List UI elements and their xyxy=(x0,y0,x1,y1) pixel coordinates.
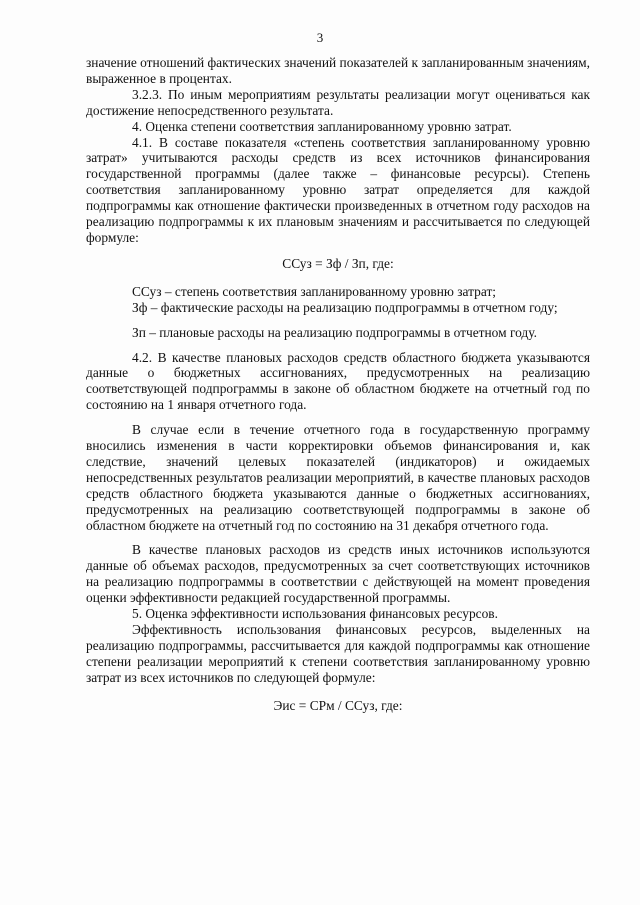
definition-ssuz: ССуз – степень соответствия запланированному уровню затрат; xyxy=(132,283,497,299)
page-number: 3 xyxy=(316,30,324,45)
definition-zp: Зп – плановые расходы на реализацию подпрограммы в отчетном году. xyxy=(132,324,537,340)
document-body xyxy=(86,55,590,714)
paragraph-4-2: 4.2. В качестве плановых расходов средств областного бюджета указываются данные о бюджетных ассигнованиях, предусмотренных на реализацию соответствующей подпрограммы в законе об областном бюджете на отчетный год по состоянию на 1 января отчетного года. xyxy=(86,349,590,413)
paragraph-other-sources: В качестве плановых расходов из средств иных источников используются данные об объемах расходов, предусмотренных за счет соответствующих источников на реализацию подпрограммы в соответствии с действующей на момент проведения оценки эффективности редакцией государственной программы. xyxy=(86,542,590,606)
section-heading-5: 5. Оценка эффективности использования финансовых ресурсов. xyxy=(132,606,498,622)
definition-zf: Зф – фактические расходы на реализацию подпрограммы в отчетном году; xyxy=(132,299,558,315)
formula-eis: Эис = СРм / ССуз, где: xyxy=(273,697,403,713)
paragraph-budget-changes: В случае если в течение отчетного года в государственную программу вносились изменения в части корректировки объемов финансирования и, как следствие, значений целевых показателей (индикаторов) и ожидаемых непосредственных результатов реализации мероприятий, в качестве плановых расходов средств областного бюджета указываются данные о бюджетных ассигнованиях, предусмотренных на реализацию соответствующей подпрограммы в законе об областном бюджете на отчетный год по состоянию на 31 декабря отчетного года. xyxy=(86,422,590,533)
paragraph-4-1: 4.1. В составе показателя «степень соответствия запланированному уровню затрат» учитываются расходы средств из всех источников финансирования государственной программы (далее также – финансовые ресурсы). Степень соответствия запланированному уровню затрат определяется для каждой подпрограммы как отношение фактически произведенных в отчетном году расходов на реализацию подпрограммы к их плановым значениям и рассчитывается по следующей формуле: xyxy=(86,134,590,245)
paragraph-continuation: значение отношений фактических значений показателей к запланированным значениям, выраженное в процентах. xyxy=(86,55,590,86)
paragraph-5-effectiveness: Эффективность использования финансовых ресурсов, выделенных на реализацию подпрограммы, рассчитывается для каждой подпрограммы как отношение степени реализации мероприятий к степени соответствия запланированному уровню затрат из всех источников по следующей формуле: xyxy=(86,622,590,685)
section-heading-4: 4. Оценка степени соответствия запланированному уровню затрат. xyxy=(132,118,512,134)
formula-ssuz: ССуз = Зф / Зп, где: xyxy=(282,255,394,271)
paragraph-3-2-3: 3.2.3. По иным мероприятиям результаты реализации могут оцениваться как достижение непосредственного результата. xyxy=(86,86,590,118)
